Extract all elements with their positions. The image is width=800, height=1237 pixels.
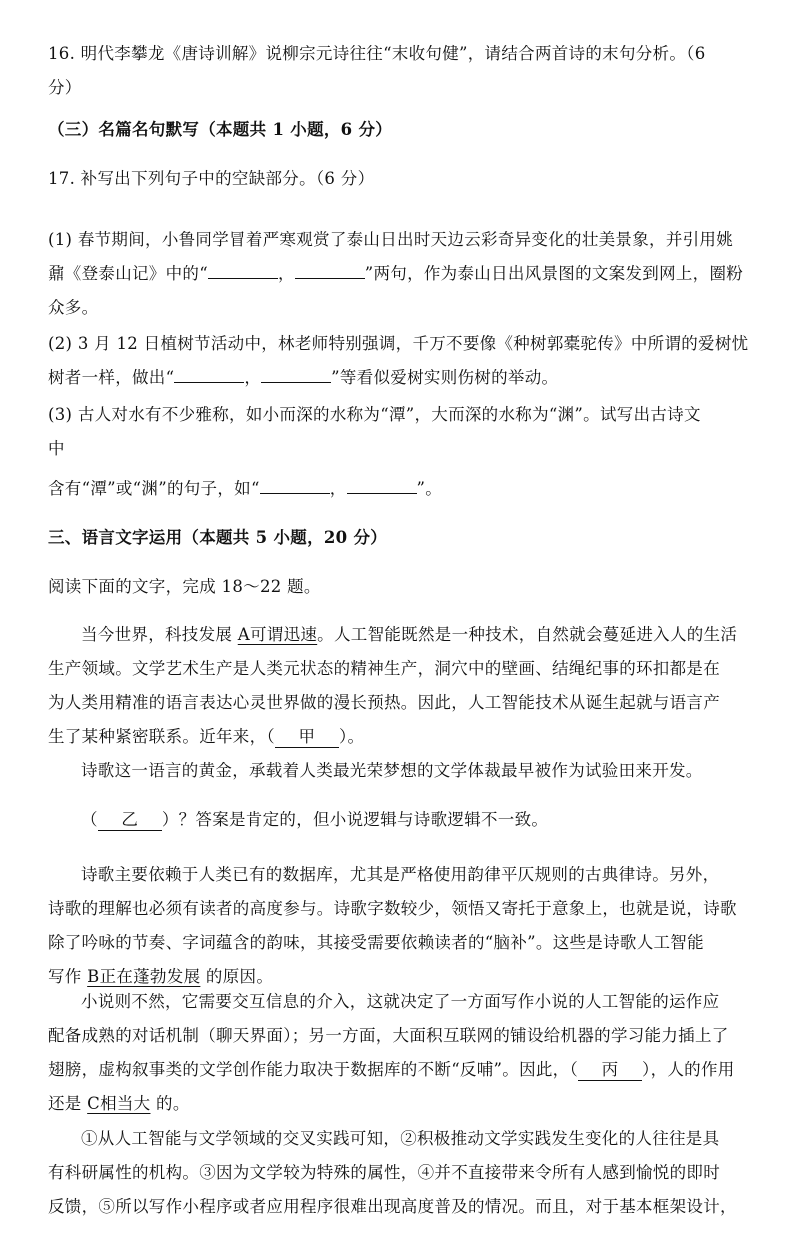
passage-paragraph-4: 诗歌主要依赖于人类已有的数据库，尤其是严格使用韵律平仄规则的古典律诗。另外， 诗歌的理解也必须有读者的高度参与。诗歌字数较少，领悟又寄托于意象上，也就是说，诗歌 除了吟咏的节奏、字词蕴含的韵味，其接受需要依赖读者的“脑补”。这些是诗歌人工智能 写作 B正在蓬勃发展 的原因。	[48, 865, 737, 986]
answer-blank[interactable]	[174, 382, 244, 383]
blank-jia: 甲	[275, 727, 339, 748]
section-heading-famous-lines: （三）名篇名句默写（本题共 1 小题，6 分）	[48, 120, 393, 139]
q16-line-2: 分）	[48, 78, 82, 97]
passage-paragraph-5: 小说则不然，它需要交互信息的介入，这就决定了一方面写作小说的人工智能的运作应 配备成熟的对话机制（聊天界面）；另一方面，大面积互联网的铺设给机器的学习能力插上了 翅膀，虚构叙事类的文学创作能力取决于数据库的不断“反哺”。因此，（ 丙 ），人的作用 还是 C相当大 的。	[48, 992, 735, 1113]
answer-blank[interactable]	[295, 278, 365, 279]
passage-paragraph-3: （ 乙 ）？答案是肯定的，但小说逻辑与诗歌逻辑不一致。	[81, 810, 549, 829]
question-16	[48, 37, 758, 105]
marked-phrase-b: B正在蓬勃发展	[87, 967, 201, 986]
answer-blank[interactable]	[208, 278, 278, 279]
passage-paragraph-6: ①从人工智能与文学领域的交叉实践可知，②积极推动文学实践发生变化的人往往是具 有科研属性的机构。③因为文学较为特殊的属性，④并不直接带来令所有人感到愉悦的即时 反馈，⑤所以写作小程序或者应用程序很难出现高度普及的情况。而且，对于基本框架设计，	[48, 1129, 737, 1216]
marked-phrase-a: A可谓迅速	[237, 625, 318, 644]
blank-bing: 丙	[578, 1060, 642, 1081]
marked-phrase-naobu: 脑补	[493, 933, 528, 952]
q16-line-1: 16. 明代李攀龙《唐诗训解》说柳宗元诗往往“末收句健”，请结合两首诗的末句分析。（6	[48, 44, 706, 63]
question-17-part-3-cont: 含有“潭”或“渊”的句子，如“ ， ”。	[48, 479, 443, 498]
answer-blank[interactable]	[347, 493, 417, 494]
marked-phrase-c: C相当大	[87, 1094, 151, 1113]
question-17-part-3: (3) 古人对水有不少雅称，如小而深的水称为“潭”，大而深的水称为“渊”。试写出古诗文 中	[48, 405, 701, 458]
part-heading-language-use: 三、语言文字运用（本题共 5 小题，20 分）	[48, 528, 388, 547]
answer-blank[interactable]	[260, 493, 330, 494]
question-17-part-2: (2) 3 月 12 日植树节活动中，林老师特别强调，千万不要像《种树郭橐驼传》中所谓的爱树忧 树者一样，做出“ ， ”等看似爱树实则伤树的举动。	[48, 334, 749, 387]
answer-blank[interactable]	[261, 382, 331, 383]
question-17-title: 17. 补写出下列句子中的空缺部分。（6 分）	[48, 169, 375, 188]
passage-paragraph-2: 诗歌这一语言的黄金，承载着人类最光荣梦想的文学体裁最早被作为试验田来开发。	[81, 761, 703, 780]
question-17-part-1: (1) 春节期间，小鲁同学冒着严寒观赏了泰山日出时天边云彩奇异变化的壮美景象，并引用姚 鼐《登泰山记》中的“ ， ”两句，作为泰山日出风景图的文案发到网上，圈粉 众多。	[48, 230, 744, 317]
reading-instruction: 阅读下面的文字，完成 18～22 题。	[48, 577, 321, 596]
passage-paragraph-1: 当今世界，科技发展 A可谓迅速。人工智能既然是一种技术，自然就会蔓延进入人的生活 生产领域。文学艺术生产是人类元状态的精神生产，洞穴中的壁画、结绳纪事的环扣都是在 为人类用精准的语言表达心灵世界做的漫长预热。因此，人工智能技术从诞生起就与语言产 生了某种紧密联系。近年来，（ 甲 ）。	[48, 625, 738, 746]
blank-yi: 乙	[98, 810, 162, 831]
